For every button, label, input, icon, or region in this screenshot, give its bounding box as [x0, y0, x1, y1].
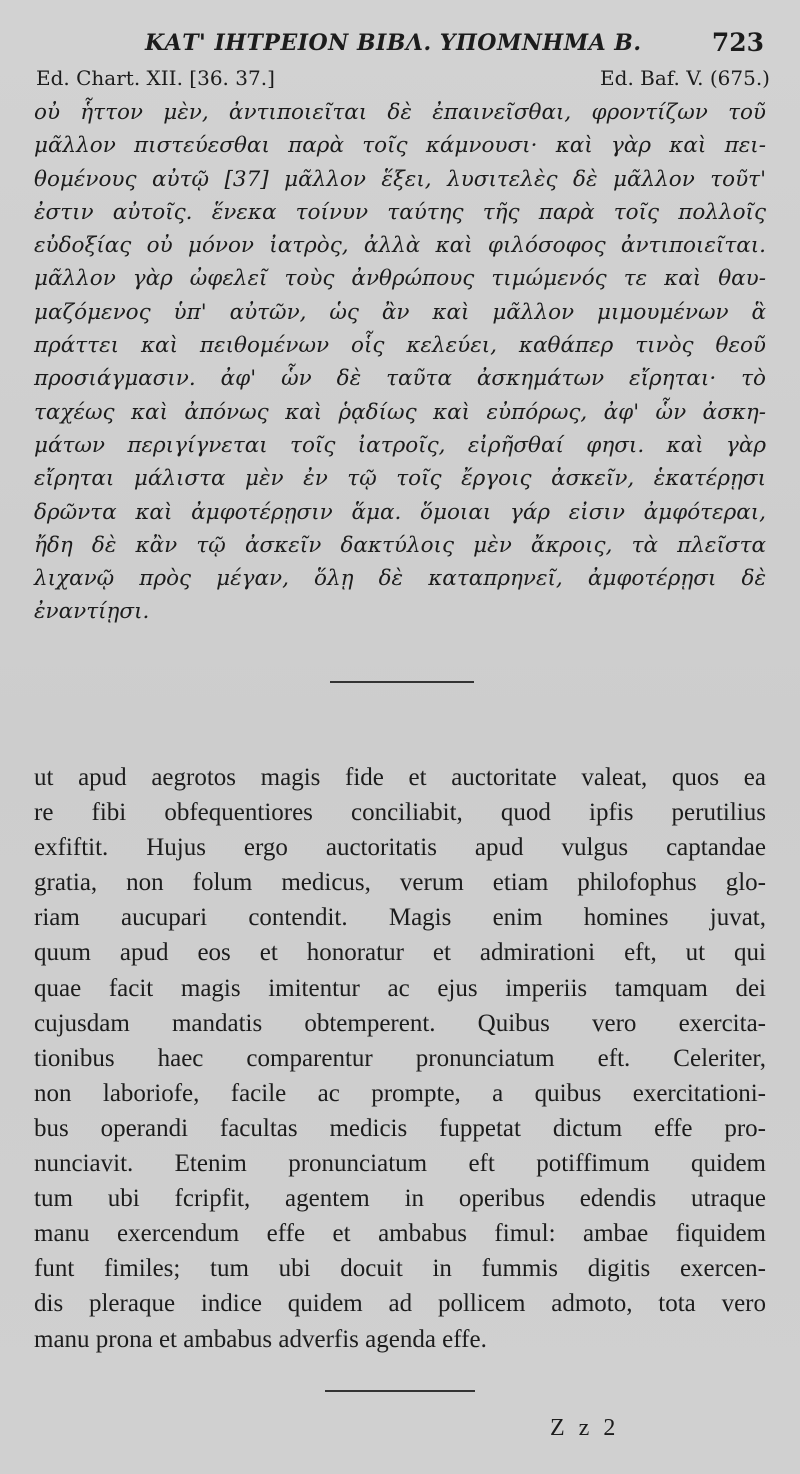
- page-number: 723: [711, 28, 764, 57]
- greek-text-block: [34, 96, 766, 629]
- greek-line: μᾶλλον γὰρ ὠφελεῖ τοὺς ἀνθρώπους τιμώμενός τε καὶ θαυ-: [34, 266, 766, 292]
- running-title: ΚΑΤ' ΙΗΤΡΕΙΟΝ ΒΙΒΛ. ΥΠΟΜΝΗΜΑ Β.: [145, 30, 642, 56]
- latin-line: gratia, non folum medicus, verum etiam philofophus glo-: [34, 869, 766, 897]
- greek-line: εἴρηται μάλιστα μὲν ἐν τῷ τοῖς ἔργοις ἀσκεῖν, ἑκατέρῃσι: [34, 466, 766, 492]
- greek-line: πράττει καὶ πειθομένων οἷς κελεύει, καθάπερ τινὸς θεοῦ: [34, 333, 766, 359]
- greek-line: ἐστιν αὐτοῖς. ἕνεκα τοίνυν ταύτης τῆς παρὰ τοῖς πολλοῖς: [34, 199, 766, 225]
- edition-ref-chartier: Ed. Chart. XII. [36. 37.]: [36, 66, 275, 90]
- latin-line: manu exercendum effe et ambabus fimul: ambae fiquidem: [34, 1220, 766, 1248]
- latin-line: funt fimiles; tum ubi docuit in fummis digitis exercen-: [34, 1255, 766, 1283]
- running-head: [30, 28, 770, 62]
- latin-line: exfiftit. Hujus ergo auctoritatis apud vulgus captandae: [34, 834, 766, 862]
- signature-mark: Z z 2: [550, 1415, 620, 1441]
- latin-line: riam aucupari contendit. Magis enim homines juvat,: [34, 904, 766, 932]
- greek-line: μᾶλλον πιστεύεσθαι παρὰ τοῖς κάμνουσι· καὶ γὰρ καὶ πει-: [34, 133, 766, 159]
- greek-line: μάτων περιγίγνεται τοῖς ἰατροῖς, εἰρῆσθαί φησι. καὶ γὰρ: [34, 432, 766, 458]
- latin-line: tum ubi fcripfit, agentem in operibus edendis utraque: [34, 1185, 766, 1213]
- latin-line: tionibus haec comparentur pronunciatum eft. Celeriter,: [34, 1044, 766, 1072]
- greek-line: λιχανῷ πρὸς μέγαν, ὅλῃ δὲ καταπρηνεῖ, ἀμφοτέρῃσι δὲ: [34, 566, 766, 592]
- latin-line: quum apud eos et honoratur et admirationi eft, ut qui: [34, 939, 766, 967]
- greek-line: ταχέως καὶ ἀπόνως καὶ ῥᾳδίως καὶ εὐπόρως, ἀφ' ὧν ἀσκη-: [34, 399, 766, 425]
- latin-line: nunciavit. Etenim pronunciatum eft potiffimum quidem: [34, 1150, 766, 1178]
- latin-line: cujusdam mandatis obtemperent. Quibus vero exercita-: [34, 1009, 766, 1037]
- greek-line: ἐναντίῃσι.: [34, 599, 150, 625]
- edition-ref-basel: Ed. Baf. V. (675.): [600, 66, 770, 90]
- latin-line: ut apud aegrotos magis fide et auctoritate valeat, quos ea: [34, 764, 766, 791]
- latin-line: bus operandi facultas medicis fuppetat dictum effe pro-: [34, 1114, 766, 1142]
- greek-line: θομένους αὐτῷ [37] μᾶλλον ἕξει, λυσιτελὲς δὲ μᾶλλον τοῦτ': [34, 166, 766, 192]
- greek-line: εὐδοξίας οὐ μόνον ἰατρὸς, ἀλλὰ καὶ φιλόσοφος ἀντιποιεῖται.: [34, 233, 766, 259]
- greek-line: οὐ ἧττον μὲν, ἀντιποιεῖται δὲ ἐπαινεῖσθαι, φροντίζων τοῦ: [34, 100, 766, 125]
- latin-line: dis pleraque indice quidem ad pollicem admoto, tota vero: [34, 1290, 766, 1318]
- latin-line: re fibi obfequentiores conciliabit, quod ipfis perutilius: [34, 799, 766, 827]
- latin-line: manu prona et ambabus adverfis agenda effe.: [34, 1325, 487, 1353]
- latin-line: quae facit magis imitentur ac ejus imperiis tamquam dei: [34, 974, 766, 1002]
- latin-line: non laboriofe, facile ac prompte, a quibus exercitationi-: [34, 1079, 766, 1107]
- section-divider: [330, 681, 474, 683]
- greek-line: ἤδη δὲ κἂν τῷ ἀσκεῖν δακτύλοις μὲν ἄκροις, τὰ πλεῖστα: [34, 532, 766, 558]
- greek-line: προσιάγμασιν. ἀφ' ὧν δὲ ταῦτα ἀσκημάτων εἴρηται· τὸ: [34, 366, 766, 392]
- footer-divider: [325, 1390, 475, 1392]
- greek-line: δρῶντα καὶ ἀμφοτέρῃσιν ἅμα. ὅμοιαι γάρ εἰσιν ἀμφότεραι,: [34, 499, 766, 525]
- edition-references: [36, 66, 770, 94]
- latin-text-block: [34, 760, 766, 1357]
- greek-line: μαζόμενος ὑπ' αὐτῶν, ὡς ἂν καὶ μᾶλλον μιμουμένων ἃ: [34, 299, 766, 325]
